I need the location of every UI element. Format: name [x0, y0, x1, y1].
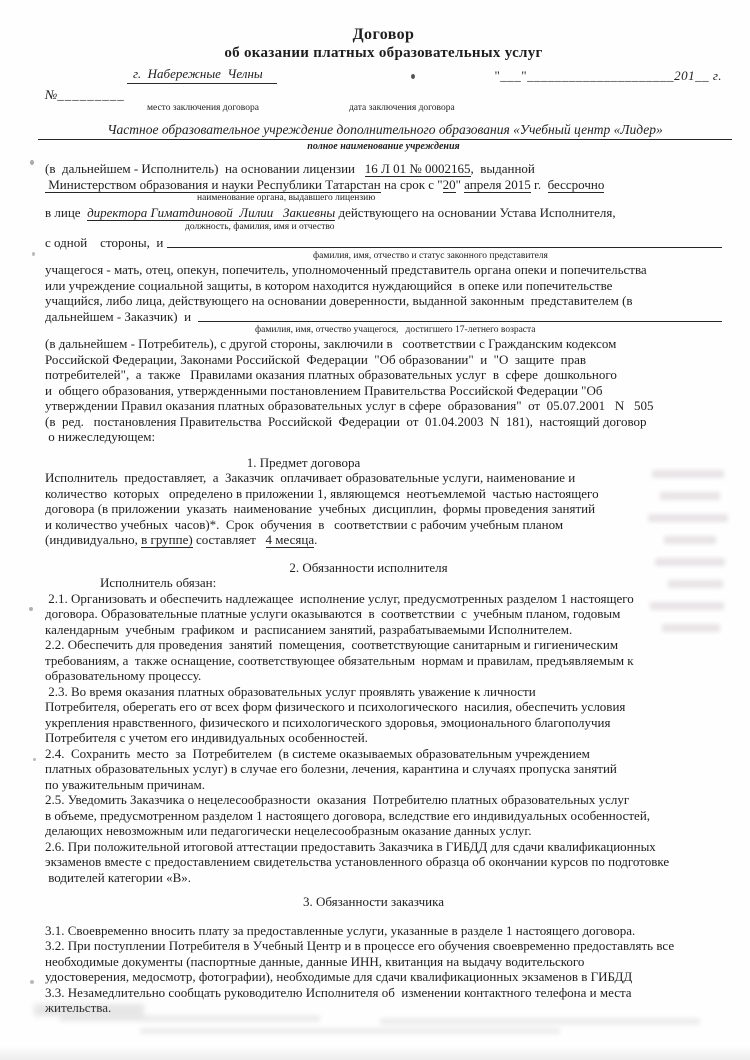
study-dot: . [314, 532, 318, 547]
text-line: делающих невозможным или педагогически нецелесообразным оказание данных услуг. [45, 823, 532, 838]
text-line: (в ред. постановления Правительства Российской Федерации от 01.04.2003 N 181), настоящий договор [45, 413, 647, 429]
text-line: учащийся, либо лица, действующего на основании доверенности, выданной законным представителем (в [45, 293, 633, 308]
text-line: и общего образования, утвержденными постановлением Правительства Российской Федерации "Об [45, 382, 603, 398]
contract-subtitle: об оказании платных образовательных услуг [224, 45, 543, 61]
number-blank-line: _________ [57, 87, 125, 102]
scan-speck [33, 758, 36, 761]
bleedthrough-mark [60, 1015, 320, 1022]
student-caption: фамилия, имя, отчество учащегося, достигшего 17-летнего возраста [255, 325, 536, 335]
text-line: договора. Образовательные платные услуги оказываются в соответствии с учебным планом, годовым [45, 606, 621, 621]
text-line: потребителей", а также Правилами оказания платных образовательных услуг в сфере дошкольного [45, 367, 617, 382]
director-post-text: действующего на основании Устава Исполнителя, [335, 205, 616, 220]
text-line: удостоверения, медосмотр, фотографии), необходимые для сдачи квалификационных экзаменов в ГИБДД [45, 969, 633, 984]
text-line: 3.2. При поступлении Потребителя в Учебный Центр и в процессе его обучения своевременно предоставлять все [45, 938, 675, 953]
study-form-group: в группе) [141, 532, 193, 547]
date-caption: дата заключения договора [348, 103, 455, 113]
text-line: 2.2. Обеспечить для проведения занятий помещения, соответствующие санитарным и гигиеническим [45, 637, 619, 652]
text-line: укрепления нравственного, физического и психологического здоровья, эмоционального благополучия [45, 714, 611, 730]
text-line: и количество учебных часов)*. Срок обучения в соответствии с рабочим учебным планом [45, 516, 564, 532]
license-number: 16 Л 01 № 0002165 [364, 161, 471, 176]
text-line: календарным учебным графиком и расписанием занятий, разрабатываемыми Исполнителем. [45, 621, 573, 637]
representative-caption: фамилия, имя, отчество и статус законного представителя [313, 251, 548, 261]
clause-2-5 [45, 792, 722, 839]
bleedthrough-mark [652, 470, 724, 478]
license-caption: наименование органа, выдавшего лицензию [197, 193, 376, 203]
text-line: 2.3. Во время оказания платных образовательных услуг проявлять уважение к личности [45, 683, 536, 699]
first-party-text: с одной стороны, и [45, 234, 167, 250]
license-quote: " [455, 176, 465, 192]
section-1-heading: 1. Предмет договора [246, 454, 361, 470]
director-pre-text: в лице [45, 205, 88, 220]
text-line: Исполнитель предоставляет, а Заказчик оплачивает образовательные услуги, наименование и [45, 470, 576, 485]
section-2-intro: Исполнитель обязан: [100, 575, 217, 590]
clause-2-4 [45, 746, 722, 793]
text-line: 2.1. Организовать и обеспечить надлежащее исполнение услуг, предусмотренных разделом 1 настоящего [45, 590, 634, 606]
customer-paragraph [45, 262, 722, 309]
scan-speck [411, 74, 415, 79]
license-term-text: на срок с " [380, 176, 443, 192]
study-duration: 4 месяца [265, 532, 315, 547]
field-captions-row [45, 102, 722, 114]
clause-3-3 [45, 985, 722, 1016]
license-authority: Министерством образования и науки Республики Татарстан [45, 176, 381, 192]
text-line: 2.4. Сохранить место за Потребителем (в системе оказываемых образовательным учреждением [45, 745, 590, 761]
bleedthrough-mark [660, 492, 720, 500]
clause-2-6 [45, 839, 722, 886]
text-line: или учреждение социальной защиты, в котором находится нуждающийся в опеке или попечительстве [45, 277, 613, 293]
text-line: утверждении Правил оказания платных образовательных услуг в сфере образования" от 05.07.2001 N 505 [45, 398, 654, 413]
clause-3-1 [45, 923, 722, 939]
text-line: экзаменов вместе с предоставлением свидетельства установленного образца об окончании курсов по подготовке [45, 854, 670, 869]
text-line: платных образовательных услуг) в случае его болезни, лечения, карантина и случаях пропуска занятий [45, 761, 617, 776]
scan-edge-shadow [0, 1046, 750, 1060]
clause-2-3 [45, 684, 722, 746]
scan-speck [29, 607, 33, 611]
director-caption: должность, фамилия, имя и отчество [185, 221, 335, 232]
clause-3-2 [45, 938, 722, 985]
text-line: договора (в приложении указать наименование учебных дисциплин, формы проведения занятий [45, 501, 596, 516]
license-validity: бессрочно [547, 176, 605, 192]
scan-speck [30, 160, 34, 165]
license-line-1 [45, 161, 722, 177]
city-field: г. Набережные Челны [127, 66, 277, 84]
organization-caption: полное наименование учреждения [307, 141, 460, 152]
bleedthrough-mark [662, 624, 720, 632]
text-line: учащегося - мать, отец, опекун, попечитель, уполномоченный представитель органа опеки и попечительства [45, 262, 647, 277]
text-line: 2.5. Уведомить Заказчика о нецелесообразности оказания Потребителю платных образовательных услуг [45, 792, 630, 807]
text-line: необходимые документы (паспортные данные, данные ИНН, квитанция на выдачу водительского [45, 953, 585, 969]
customer-text: дальнейшем - Заказчик) и [45, 308, 198, 324]
text-line: Потребителя с учетом его индивидуальных особенностей. [45, 730, 368, 745]
scan-smudge [34, 1004, 144, 1016]
contract-title: Договор [352, 26, 415, 43]
text-line: 3.3. Незамедлительно сообщать руководителю Исполнителя об изменении контактного телефона и места [45, 984, 632, 1000]
license-pre-text: (в дальнейшем - Исполнитель) на основании лицензии [45, 161, 365, 176]
section-2-heading: 2. Обязанности исполнителя [289, 559, 448, 575]
section-1-last-line [45, 532, 722, 548]
bleedthrough-mark [664, 536, 716, 544]
director-name-field: директора Гиматдиновой Лилии Закиевны [87, 205, 336, 220]
text-line: по уважительным причинам. [45, 776, 206, 792]
text-line: образовательному процессу. [45, 668, 202, 683]
date-field [494, 68, 722, 84]
study-form-pre: (индивидуально, [45, 532, 142, 547]
director-line [45, 205, 722, 221]
date-blank-line: _____________________ [527, 68, 675, 83]
text-line: Потребителя, оберегать его от всех форм физического и психологического насилия, обеспечить условия [45, 699, 626, 714]
place-caption: место заключения договора [147, 103, 259, 113]
customer-last-line [45, 309, 722, 325]
clause-2-1 [45, 591, 722, 638]
bleedthrough-mark [648, 514, 728, 522]
text-line: в объеме, предусмотренном разделом 1 настоящего договора, вследствие его индивидуальных особенностей, [45, 807, 651, 823]
blank-line [198, 321, 722, 322]
text-line: жительства. [45, 1000, 112, 1015]
place-and-date-row [45, 66, 722, 84]
bleedthrough-mark [380, 1018, 700, 1025]
text-line: 2.6. При положительной итоговой аттестации предоставить Заказчика в ГИБДД для сдачи квалификационных [45, 838, 656, 854]
contract-number-row [45, 87, 722, 102]
license-year-unit: г. [530, 176, 548, 192]
text-line: количество которых определено в приложении 1, являющемся неотъемлемой частью настоящего [45, 485, 599, 501]
text-line: (в дальнейшем - Потребитель), с другой стороны, заключили в соответствии с Гражданским кодексом [45, 336, 617, 351]
first-party-line [45, 235, 722, 251]
bleedthrough-mark [650, 602, 724, 610]
date-year-unit: г. [709, 68, 722, 83]
scan-speck [32, 252, 35, 256]
clause-2-2 [45, 637, 722, 684]
organization-name-field: Частное образовательное учреждение дополнительного образования «Учебный центр «Лидер» [38, 122, 732, 140]
license-day: 20 [442, 176, 456, 192]
license-month-year: апреля 2015 [464, 176, 531, 192]
date-quotes: "___" [494, 68, 528, 83]
preamble-paragraph [45, 336, 722, 445]
text-line: 3.1. Своевременно вносить плату за предоставленные услуги, указанные в разделе 1 настоящего договора. [45, 922, 636, 938]
text-line: Российской Федерации, Законами Российской Федерации "Об образовании" и "О защите прав [45, 351, 587, 367]
bleedthrough-mark [655, 558, 725, 566]
number-prefix: № [45, 87, 58, 102]
text-line: о нижеследующем: [45, 429, 156, 444]
section-1-paragraph [45, 470, 722, 532]
scan-speck [30, 980, 34, 984]
text-line: требованиям, а также оснащение, соответствующее обязательным нормам и правилам, предъявляемым к [45, 652, 634, 668]
study-form-mid: составляет [192, 532, 266, 547]
blank-line [167, 247, 722, 248]
section-3-heading: 3. Обязанности заказчика [302, 894, 444, 909]
date-year: 201__ [674, 68, 710, 83]
bleedthrough-mark [668, 580, 723, 588]
bleedthrough-mark [140, 1028, 560, 1034]
text-line: водителей категории «В». [45, 869, 192, 885]
license-post-text: , выданной [470, 161, 535, 176]
license-line-2 [45, 177, 722, 193]
